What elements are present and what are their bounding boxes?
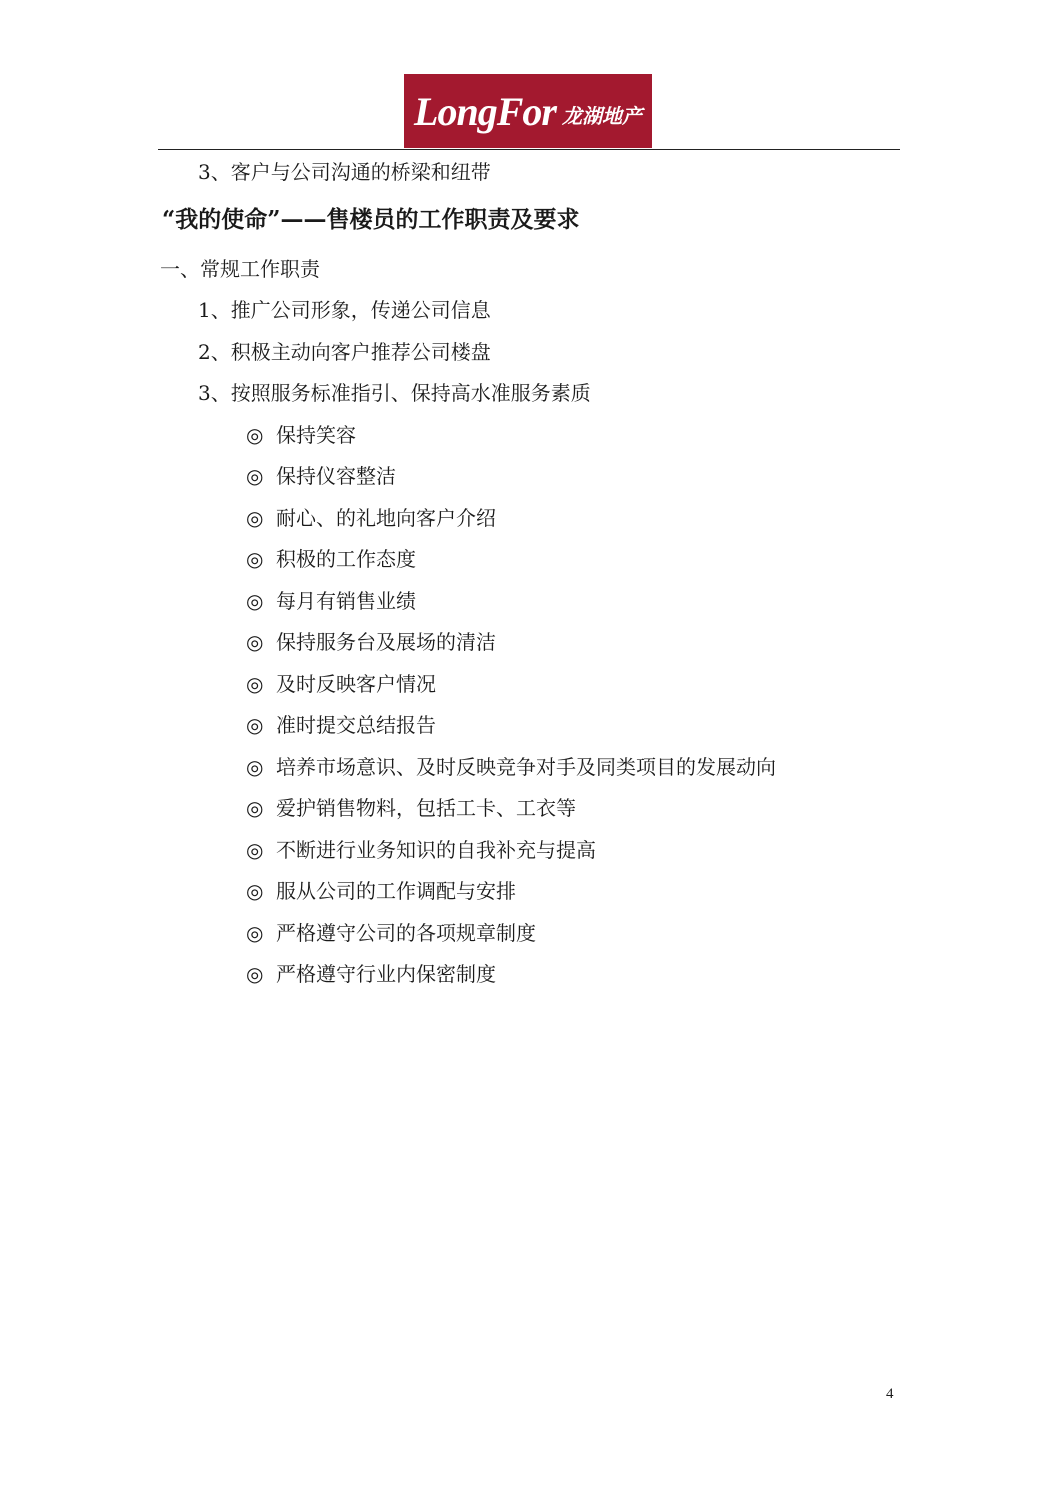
bullet-text: 爱护销售物料，包括工卡、工衣等 <box>276 796 576 820</box>
logo-chinese-text: 龙湖地产 <box>561 103 642 128</box>
bullet-mark-icon: ◎ <box>246 713 264 737</box>
bullet-mark-icon: ◎ <box>246 796 264 820</box>
bullet-item <box>246 962 496 986</box>
bullet-item <box>246 713 436 737</box>
bullet-mark-icon: ◎ <box>246 879 264 903</box>
bullet-text: 准时提交总结报告 <box>276 713 436 737</box>
bullet-text: 保持仪容整洁 <box>276 464 396 488</box>
bullet-mark-icon: ◎ <box>246 921 264 945</box>
subsection-title: 一、常规工作职责 <box>160 257 320 281</box>
bullet-item <box>246 506 496 530</box>
bullet-text: 耐心、的礼地向客户介绍 <box>276 506 496 530</box>
bullet-item <box>246 921 536 945</box>
bullet-mark-icon: ◎ <box>246 464 264 488</box>
bullet-mark-icon: ◎ <box>246 630 264 654</box>
bullet-text: 积极的工作态度 <box>276 547 416 571</box>
bullet-text: 严格遵守行业内保密制度 <box>276 962 496 986</box>
bullet-item <box>246 464 396 488</box>
page-number: 4 <box>886 1386 894 1402</box>
bullet-item <box>246 630 496 654</box>
bullet-item <box>246 423 356 447</box>
logo-english-text: LongFor <box>414 88 556 134</box>
bullet-mark-icon: ◎ <box>246 755 264 779</box>
bullet-text: 每月有销售业绩 <box>276 589 416 613</box>
bullet-item <box>246 796 576 820</box>
bullet-item <box>246 879 516 903</box>
intro-item: 3、客户与公司沟通的桥梁和纽带 <box>198 160 491 184</box>
bullet-item <box>246 672 436 696</box>
numbered-item-3: 3、按照服务标准指引、保持高水准服务素质 <box>198 381 591 405</box>
bullet-mark-icon: ◎ <box>246 506 264 530</box>
bullet-text: 不断进行业务知识的自我补充与提高 <box>276 838 596 862</box>
bullet-text: 及时反映客户情况 <box>276 672 436 696</box>
bullet-item <box>246 838 596 862</box>
header-divider <box>158 149 900 150</box>
bullet-mark-icon: ◎ <box>246 589 264 613</box>
bullet-item <box>246 755 776 779</box>
bullet-text: 严格遵守公司的各项规章制度 <box>276 921 536 945</box>
bullet-mark-icon: ◎ <box>246 672 264 696</box>
bullet-text: 培养市场意识、及时反映竞争对手及同类项目的发展动向 <box>276 755 776 779</box>
bullet-mark-icon: ◎ <box>246 838 264 862</box>
bullet-text: 保持服务台及展场的清洁 <box>276 630 496 654</box>
bullet-mark-icon: ◎ <box>246 547 264 571</box>
section-title: “我的使命”——售楼员的工作职责及要求 <box>162 206 580 233</box>
bullet-item <box>246 547 416 571</box>
numbered-item-2: 2、积极主动向客户推荐公司楼盘 <box>198 340 491 364</box>
bullet-text: 服从公司的工作调配与安排 <box>276 879 516 903</box>
numbered-item-1: 1、推广公司形象，传递公司信息 <box>198 298 491 322</box>
bullet-item <box>246 589 416 613</box>
bullet-text: 保持笑容 <box>276 423 356 447</box>
bullet-mark-icon: ◎ <box>246 423 264 447</box>
bullet-mark-icon: ◎ <box>246 962 264 986</box>
company-logo <box>404 74 652 148</box>
